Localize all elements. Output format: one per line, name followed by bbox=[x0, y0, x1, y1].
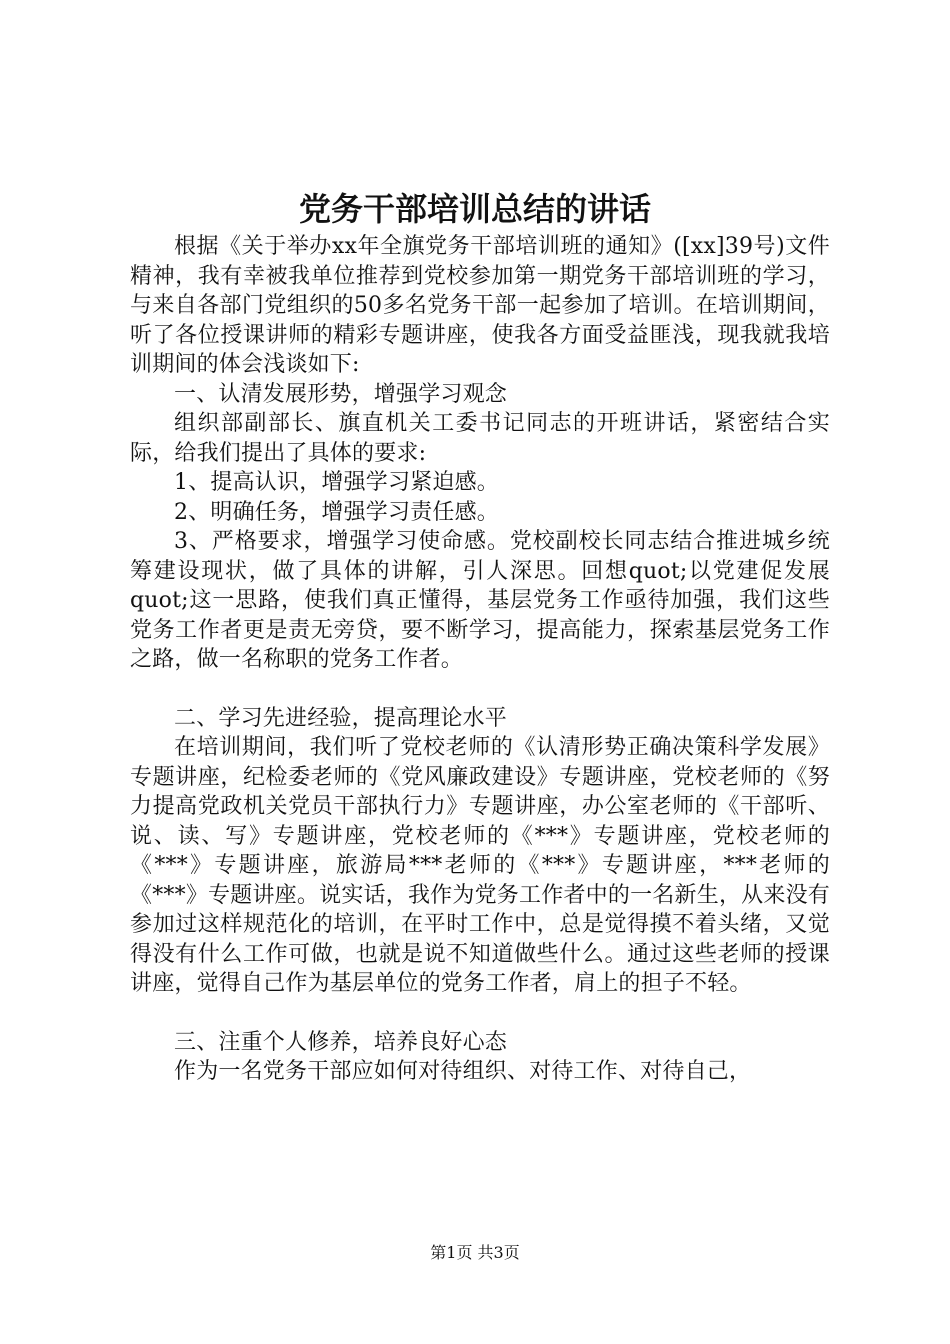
list-item-1: 1、提高认识，增强学习紧迫感。 bbox=[174, 470, 499, 495]
paragraph-2: 在培训期间，我们听了党校老师的《认清形势正确决策科学发展》专题讲座，纪检委老师的《党风廉政建设》专题讲座，党校老师的《努力提高党政机关党员干部执行力》专题讲座，办公室老师的《干部听、说、读、写》专题讲座，党校老师的《***》专题讲座，党校老师的《***》专题讲座，旅游局***老师的《***》专题讲座，***老师的《***》专题讲座。说实话，我作为党务工作者中的一名新生，从来没有参加过这样规范化的培训，在平时工作中，总是觉得摸不着头绪，又觉得没有什么工作可做，也就是说不知道做些什么。通过这些老师的授课讲座，觉得自己作为基层单位的党务工作者，肩上的担子不轻。 bbox=[130, 735, 830, 996]
document-body bbox=[130, 232, 830, 1087]
page-footer: 第1页 共3页 bbox=[430, 1243, 520, 1262]
list-item-2: 2、明确任务，增强学习责任感。 bbox=[174, 499, 499, 525]
paragraph-1: 组织部副部长、旗直机关工委书记同志的开班讲话，紧密结合实际，给我们提出了具体的要求: bbox=[130, 411, 830, 466]
paragraph-3: 作为一名党务干部应如何对待组织、对待工作、对待自己， bbox=[174, 1059, 752, 1084]
section-heading-2: 二、学习先进经验，提高理论水平 bbox=[174, 705, 508, 731]
list-item-3: 3、严格要求，增强学习使命感。党校副校长同志结合推进城乡统筹建设现状，做了具体的讲解，引人深思。回想quot;以党建促发展quot;这一思路，使我们真正懂得，基层党务工作亟待加强，我们这些党务工作者更是责无旁贷，要不断学习，提高能力，探索基层党务工作之路，做一名称职的党务工作者。 bbox=[130, 529, 830, 672]
section-heading-1: 一、认清发展形势，增强学习观念 bbox=[174, 381, 508, 407]
paragraph-intro: 根据《关于举办xx年全旗党务干部培训班的通知》([xx]39号)文件精神，我有幸被我单位推荐到党校参加第一期党务干部培训班的学习，与来自各部门党组织的50多名党务干部一起参加了培训。在培训期间，听了各位授课讲师的精彩专题讲座，使我各方面受益匪浅，现我就我培训期间的体会浅谈如下: bbox=[130, 234, 830, 377]
document-title: 党务干部培训总结的讲话 bbox=[298, 190, 651, 228]
section-heading-3: 三、注重个人修养，培养良好心态 bbox=[174, 1029, 508, 1055]
